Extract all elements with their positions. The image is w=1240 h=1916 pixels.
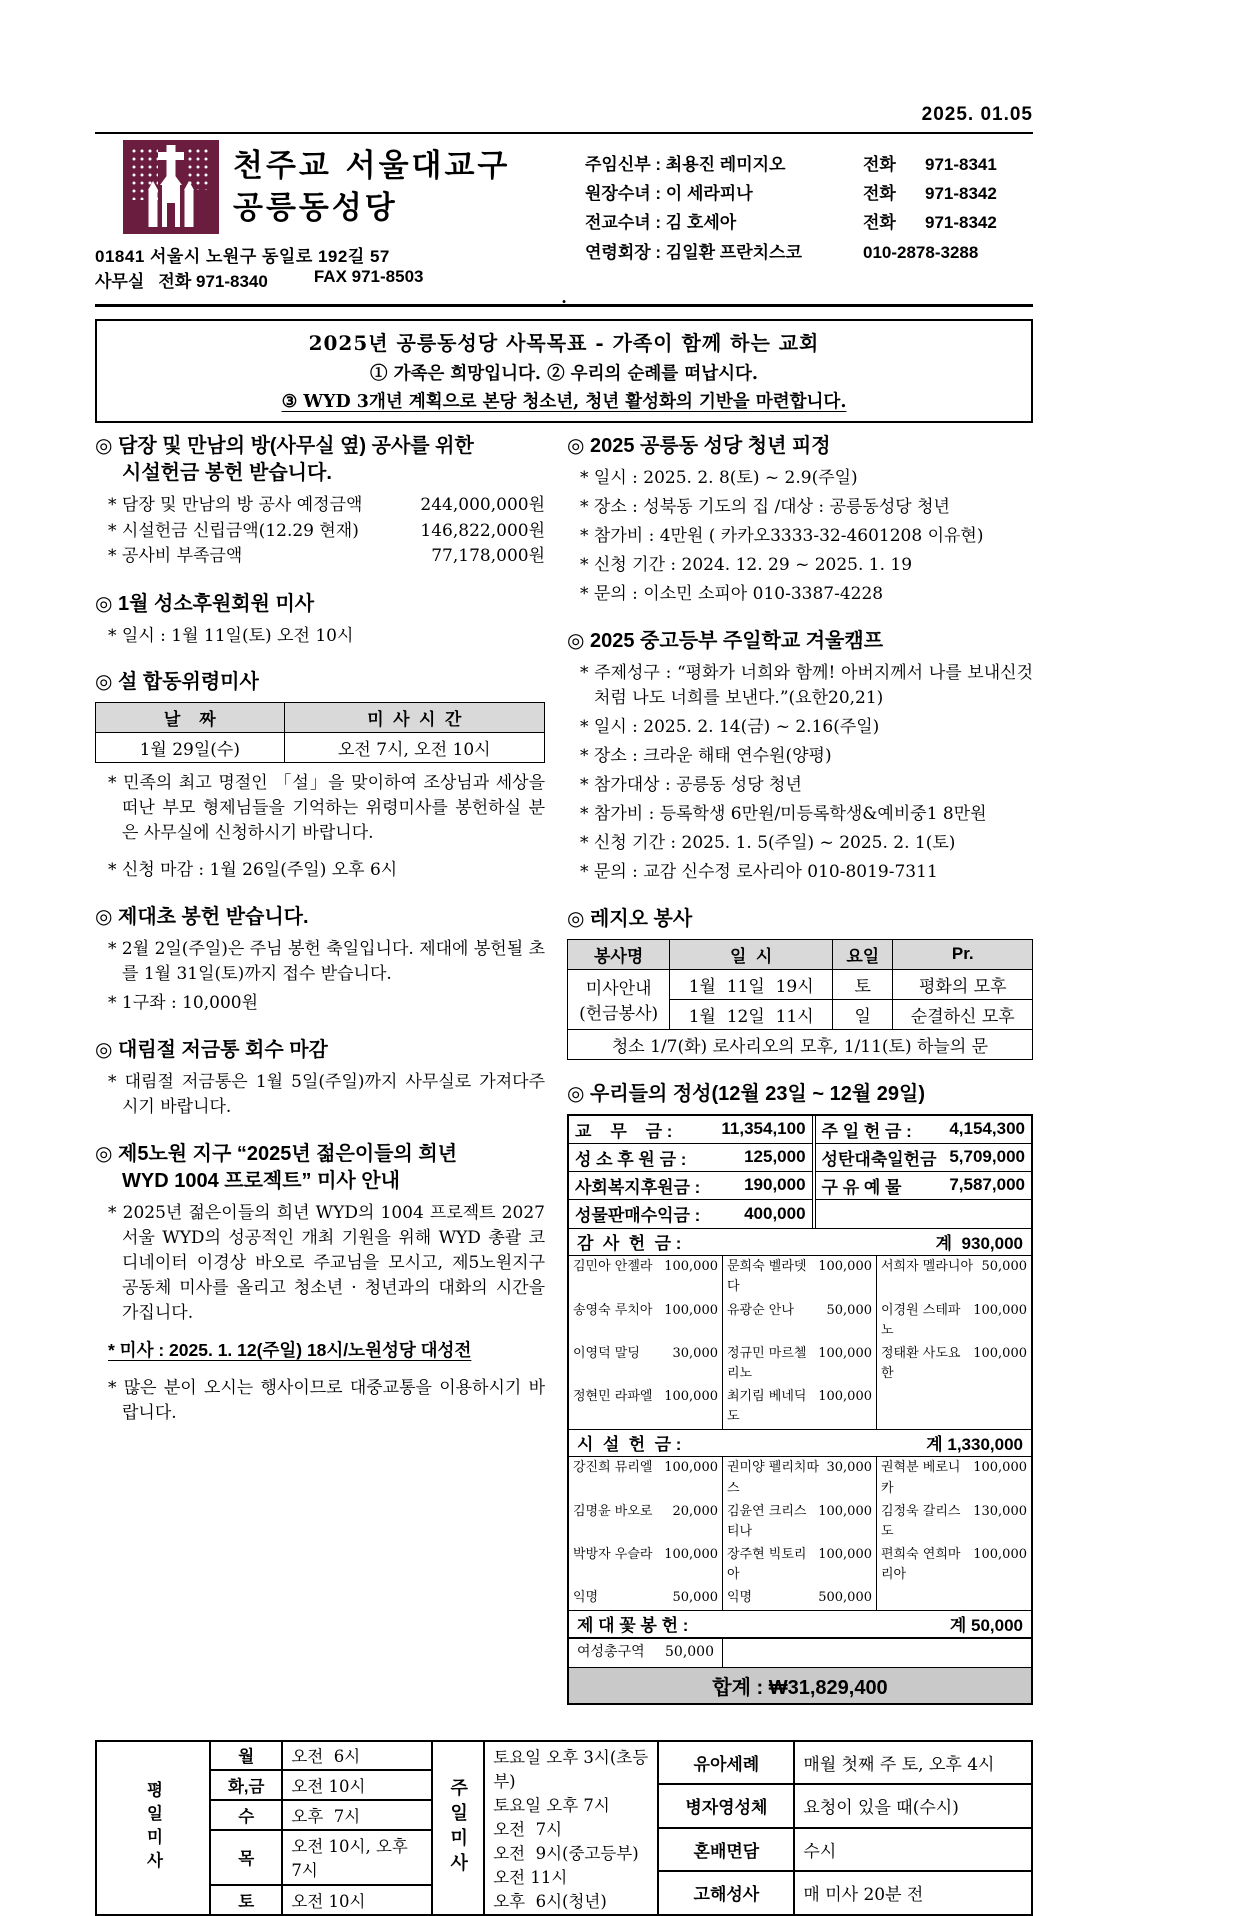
bullet-item: * 일시 : 2025. 2. 14(금) ~ 2.16(주일) <box>580 716 880 737</box>
sacrament-table <box>657 1740 1033 1916</box>
address: 01841 서울시 노원구 동일로 192길 57 <box>95 247 390 266</box>
amount-row: * 시설헌금 신립금액(12.29 현재) 146,822,000원 <box>108 520 545 541</box>
mass-schedule <box>95 1740 1033 1916</box>
org-name-line2: 공릉동성당 <box>233 189 398 226</box>
col-header-date: 날 짜 <box>96 703 285 733</box>
service-datetime: 1월 11일 19시 <box>670 969 833 999</box>
donor-cell <box>877 1386 1031 1429</box>
offerings-table <box>567 1114 1033 1705</box>
contact-role-name: 주임신부 : 최용진 레미지오 <box>585 155 786 174</box>
col-header: 일 시 <box>670 939 833 969</box>
section-title-line2: 시설헌금 봉헌 받습니다. <box>122 462 332 484</box>
contact-tel-label: 전화 <box>863 184 896 204</box>
rite-label: 고해성사 <box>658 1871 794 1915</box>
rite-label: 병자영성체 <box>658 1784 794 1828</box>
section-wyd-1004-mass <box>95 1141 545 1426</box>
facility-donor-grid <box>569 1457 1031 1610</box>
contact-tel: 971-8342 <box>925 213 997 233</box>
cleaning-note: 청소 1/7(화) 로사리오의 모후, 1/11(토) 하늘의 문 <box>568 1029 1033 1059</box>
rite-label: 유아세례 <box>658 1741 794 1785</box>
bullet-item: * 장소 : 성북동 기도의 집 /대상 : 공릉동성당 청년 <box>580 496 950 517</box>
section-title: ◎ 레지오 봉사 <box>567 907 693 930</box>
section-title: ◎ 제대초 봉헌 받습니다. <box>95 906 309 929</box>
section-title: ◎ 대림절 저금통 회수 마감 <box>95 1039 328 1062</box>
weekday-mass-label: 평일미사 <box>96 1741 210 1915</box>
section-altar-candle <box>95 904 545 1016</box>
bullet-item: * 신청 기간 : 2024. 12. 29 ~ 2025. 1. 19 <box>580 554 913 575</box>
church-logo-icon <box>123 140 219 234</box>
sunday-mass-table <box>433 1740 659 1916</box>
donor-cell <box>877 1587 1031 1610</box>
contact-role-name: 연령회장 : 김일환 프란치스코 <box>585 242 802 262</box>
bullet-item: * 일시 : 1월 11일(토) 오전 10시 <box>108 625 354 646</box>
section-seol-memorial-mass <box>95 669 545 883</box>
donor-cell: 송영숙 루치아 100,000 <box>569 1299 723 1342</box>
amount-row: * 담장 및 만남의 방 공사 예정금액 244,000,000원 <box>108 495 545 515</box>
time-cell: 오전 6시 <box>282 1741 432 1771</box>
service-day: 토 <box>833 969 893 999</box>
bullet-item: * 문의 : 교감 신수정 로사리아 010-8019-7311 <box>580 861 938 882</box>
facility-offering-header: 시 설 헌 금 : 계 1,330,000 <box>569 1429 1031 1457</box>
goal-title: 2025년 공릉동성당 사목목표 - 가족이 함께 하는 교회 <box>308 331 820 355</box>
goal-point-3: ③ WYD 3개년 계획으로 본당 청소년, 청년 활성화의 기반을 마련합니다. <box>281 392 847 412</box>
sunday-mass-time: 오전 9시(중고등부) <box>493 1843 639 1863</box>
bulletin-page <box>95 0 1033 1916</box>
donor-cell: 정현민 라파엘 100,000 <box>569 1386 723 1429</box>
rite-value: 매 미사 20분 전 <box>794 1871 1032 1915</box>
sunday-mass-time: 토요일 오후 3시(초등부) <box>493 1747 649 1791</box>
donor-cell: 강진희 뮤리엘 100,000 <box>569 1457 723 1500</box>
donor-cell: 김윤연 크리스티나 100,000 <box>723 1500 877 1543</box>
offering-row: 성물판매수익금 : 400,000 <box>575 1203 806 1226</box>
contact-tel: 010-2878-3288 <box>863 242 979 262</box>
sunday-mass-time: 토요일 오후 7시 <box>493 1795 610 1815</box>
section-construction-fund <box>95 433 545 570</box>
wyd-mass-info: * 미사 : 2025. 1. 12(주일) 18시/노원성당 대성전 <box>108 1340 472 1361</box>
donor-cell: 이영덕 말딩 30,000 <box>569 1342 723 1385</box>
contact-tel-label: 전화 <box>863 213 896 233</box>
donor-cell: 여성총구역 50,000 <box>569 1639 723 1667</box>
left-column <box>95 433 545 1726</box>
contact-tel: 971-8342 <box>925 184 997 204</box>
bullet-item: * 일시 : 2025. 2. 8(토) ~ 2.9(주일) <box>580 468 858 488</box>
day-cell: 월 <box>210 1741 282 1771</box>
office-contact <box>95 267 510 292</box>
donor-cell: 정규민 마르첼리노 100,000 <box>723 1342 877 1385</box>
col-header-time: 미 사 시 간 <box>284 703 544 733</box>
right-column <box>567 433 1033 1726</box>
offering-row: 구 유 예 물 7,587,000 <box>816 1172 1031 1200</box>
contact-tel-label: 전화 <box>863 155 896 174</box>
donor-cell: 문희숙 벨라뎃다 100,000 <box>723 1256 877 1299</box>
sunday-mass-time: 오후 6시(청년) <box>493 1891 607 1911</box>
bullet-item: * 대림절 저금통은 1월 5일(주일)까지 사무실로 가져다주시기 바랍니다. <box>108 1072 545 1118</box>
contact-role-name: 전교수녀 : 김 호세아 <box>585 213 737 233</box>
day-cell: 토 <box>210 1885 282 1915</box>
rite-value: 매월 첫째 주 토, 오후 4시 <box>794 1741 1032 1785</box>
offering-row: 교 무 금 : 11,354,100 <box>569 1116 812 1144</box>
time-cell: 오전 10시, 오후 7시 <box>282 1830 432 1885</box>
goal-point-1-2: ① 가족은 희망입니다. ② 우리의 순례를 떠납시다. <box>369 364 759 384</box>
donor-cell: 유광순 안나 50,000 <box>723 1299 877 1342</box>
day-cell: 화,금 <box>210 1770 282 1800</box>
bullet-item: * 장소 : 크라운 해태 연수원(양평) <box>580 745 832 766</box>
mass-date: 1월 29일(수) <box>96 733 285 763</box>
pastoral-goal-box <box>95 319 1033 423</box>
donor-cell: 익명 500,000 <box>723 1587 877 1610</box>
bullet-item: * 신청 기간 : 2025. 1. 5(주일) ~ 2025. 2. 1(토) <box>580 832 956 853</box>
contact-tel: 971-8341 <box>925 155 997 174</box>
service-praesidium: 순결하신 모후 <box>893 999 1033 1029</box>
memorial-mass-table <box>95 702 545 763</box>
donor-cell: 권미양 펠리치따스 30,000 <box>723 1457 877 1500</box>
issue-date: 2025. 01.05 <box>921 104 1033 125</box>
sunday-mass-time: 오전 11시 <box>493 1867 568 1887</box>
bullet-item: * 참가비 : 등록학생 6만원/미등록학생&예비중1 8만원 <box>580 803 987 824</box>
sunday-mass-time: 오전 7시 <box>493 1819 563 1839</box>
donor-cell: 서희자 멜라니아 50,000 <box>881 1259 1027 1275</box>
weekday-mass-table <box>95 1740 433 1916</box>
donor-cell: 정태환 사도요한 100,000 <box>881 1345 1027 1381</box>
section-advent-piggybank <box>95 1037 545 1120</box>
offering-row: 성 소 후 원 금 : 125,000 <box>569 1144 812 1172</box>
day-cell: 수 <box>210 1800 282 1830</box>
time-cell: 오전 10시 <box>282 1885 432 1915</box>
org-name-line1: 천주교 서울대교구 <box>233 148 511 184</box>
contact-row <box>585 208 1033 237</box>
donor-cell: 최기림 베네딕도 100,000 <box>723 1386 877 1429</box>
service-name: 미사안내 (헌금봉사) <box>568 969 670 1029</box>
contact-role-name: 원장수녀 : 이 세라피나 <box>585 184 753 204</box>
office-fax: FAX 971-8503 <box>313 267 424 286</box>
rite-value: 요청이 있을 때(수시) <box>794 1784 1032 1828</box>
col-header: 봉사명 <box>568 939 670 969</box>
contact-row <box>585 179 1033 208</box>
service-praesidium: 평화의 모후 <box>893 969 1033 999</box>
time-cell: 오후 7시 <box>282 1800 432 1830</box>
time-cell: 오전 10시 <box>282 1770 432 1800</box>
contact-row <box>585 150 1033 179</box>
thanksgiving-donor-grid <box>569 1256 1031 1429</box>
sunday-mass-label: 주일미사 <box>433 1742 485 1914</box>
contact-list <box>585 150 1033 292</box>
bullet-item: * 1구좌 : 10,000원 <box>108 993 259 1014</box>
altar-flower-header: 제 대 꽃 봉 헌 : 계 50,000 <box>569 1610 1031 1638</box>
col-header: 요일 <box>833 939 893 969</box>
office-phone: 사무실 전화 971-8340 <box>95 272 268 291</box>
service-day: 일 <box>833 999 893 1029</box>
bullet-item: * 많은 분이 오시는 행사이므로 대중교통을 이용하시기 바랍니다. <box>108 1377 545 1423</box>
contact-row <box>585 238 1033 267</box>
col-header: Pr. <box>893 939 1033 969</box>
legio-table <box>567 939 1033 1060</box>
section-youth-retreat <box>567 433 1033 607</box>
bullet-item: * 참가대상 : 공릉동 성당 청년 <box>580 774 802 795</box>
mass-time: 오전 7시, 오전 10시 <box>284 733 544 763</box>
grand-total: 합계 : ₩31,829,400 <box>569 1667 1031 1703</box>
bullet-item: * 2025년 젊은이들의 희년 WYD의 1004 프로젝트 2027 서울 WYD의 성공적인 개최 기원을 위해 WYD 총괄 코디네이터 이경상 바오로 주교님을 모시고, 제5노원지구 공동체 미사를 올리고 청소년 · 청년과의 대화의 시간을 가집니다. <box>108 1203 545 1324</box>
section-title: ◎ 제5노원 지구 “2025년 젊은이들의 희년 <box>95 1143 458 1166</box>
bullet-item: * 참가비 : 4만원 ( 카카오3333-32-4601208 이유현) <box>580 525 984 546</box>
day-cell: 목 <box>210 1830 282 1885</box>
masthead <box>95 134 1033 294</box>
donor-cell: 박방자 우슬라 100,000 <box>569 1543 723 1586</box>
stray-dot: . <box>561 288 567 307</box>
rite-label: 혼배면담 <box>658 1828 794 1872</box>
section-title: ◎ 2025 중고등부 주일학교 겨울캠프 <box>567 629 884 652</box>
amount-row: * 공사비 부족금액 77,178,000원 <box>108 546 545 566</box>
section-winter-camp <box>567 628 1033 885</box>
section-offerings <box>567 1081 1033 1705</box>
donor-cell: 익명 50,000 <box>569 1587 723 1610</box>
donor-cell: 김정욱 갈리스도 130,000 <box>881 1503 1027 1539</box>
bullet-item: * 민족의 최고 명절인 「설」을 맞이하여 조상님과 세상을 떠난 부모 형제님들을 기억하는 위령미사를 봉헌하실 분은 사무실에 신청하시기 바랍니다. <box>108 773 545 844</box>
section-title: ◎ 우리들의 정성(12월 23일 ~ 12월 29일) <box>567 1082 925 1105</box>
organization-name <box>233 146 510 230</box>
service-datetime: 1월 12일 11시 <box>670 999 833 1029</box>
donor-cell: 이경원 스테파노 100,000 <box>881 1302 1027 1338</box>
section-title: ◎ 설 합동위령미사 <box>95 671 259 694</box>
donor-cell: 김민아 안젤라 100,000 <box>569 1256 723 1299</box>
section-title-line2: WYD 1004 프로젝트” 미사 안내 <box>122 1170 400 1193</box>
section-vocation-mass <box>95 591 545 649</box>
bullet-item: * 주제성구 : “평화가 너희와 함께! 아버지께서 나를 보내신것처럼 나도 너희를 보낸다.”(요한20,21) <box>580 662 1033 708</box>
section-title: ◎ 2025 공릉동 성당 청년 피정 <box>567 435 831 457</box>
bullet-item: * 2월 2일(주일)은 주님 봉헌 축일입니다. 제대에 봉헌될 초를 1월 31일(토)까지 접수 받습니다. <box>108 939 545 985</box>
thanksgiving-offering-header: 감 사 헌 금 : 계 930,000 <box>569 1228 1031 1256</box>
section-legio-service <box>567 906 1033 1060</box>
rite-value: 수시 <box>794 1828 1032 1872</box>
donor-cell: 장주현 빅토리아 100,000 <box>723 1543 877 1586</box>
offering-row: 주 일 헌 금 : 4,154,300 <box>816 1116 1031 1144</box>
offering-row: 사회복지후원금 : 190,000 <box>569 1172 812 1200</box>
section-title: ◎ 담장 및 만남의 방(사무실 옆) 공사를 위한 <box>95 435 474 457</box>
donor-cell: 김명윤 바오로 20,000 <box>569 1500 723 1543</box>
section-title: ◎ 1월 성소후원회원 미사 <box>95 592 315 615</box>
donor-cell: 권혁분 베로니카 100,000 <box>881 1460 1027 1496</box>
altar-flower-row <box>569 1638 1031 1667</box>
bullet-item: * 신청 마감 : 1월 26일(주일) 오후 6시 <box>108 860 398 881</box>
bullet-item: * 문의 : 이소민 소피아 010-3387-4228 <box>580 583 884 604</box>
donor-cell: 편희숙 연희마리아 100,000 <box>881 1546 1027 1583</box>
offering-row: 성탄대축일헌금 5,709,000 <box>816 1144 1031 1172</box>
